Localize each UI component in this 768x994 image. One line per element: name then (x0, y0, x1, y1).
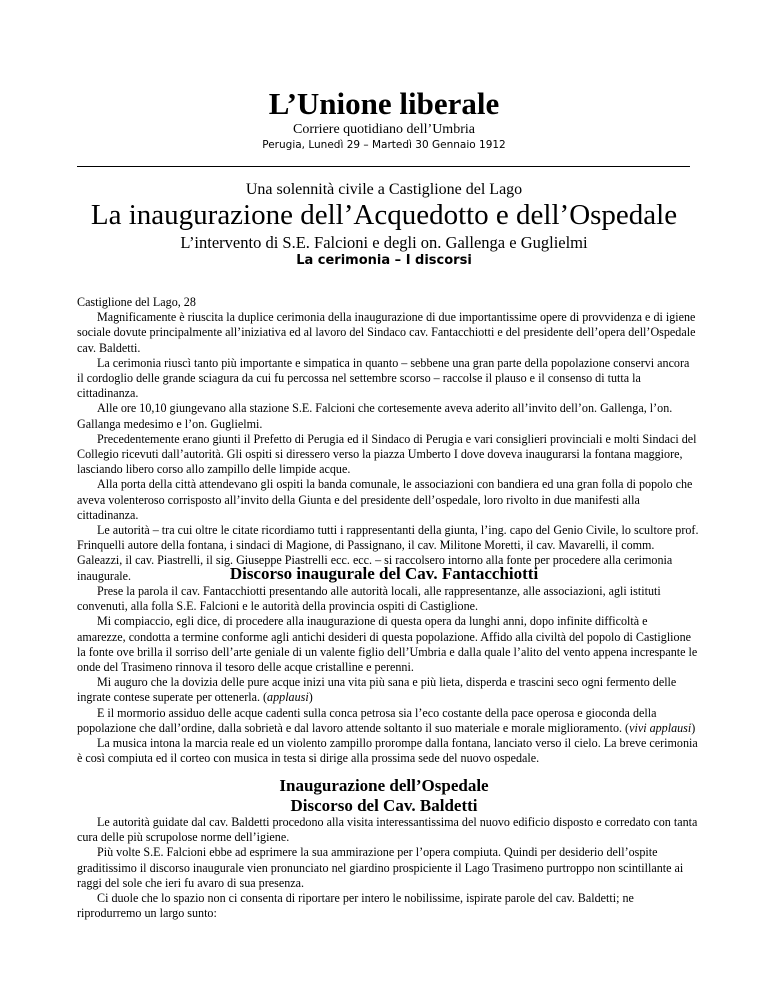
section-heading-fantacchiotti: Discorso inaugurale del Cav. Fantacchiotti (229, 564, 539, 583)
paragraph: Precedentemente erano giunti il Prefetto di Perugia ed il Sindaco di Perugia e vari consiglieri provinciali e molti Sindaci del Collegio ricevuti dall’autorità. Gli ospiti si diressero verso la piazza Umberto I dove doveva inaugurarsi la fontana maggiore, lasciando libero corso allo zampillo delle limpide acque. (77, 431, 697, 477)
section-body-ospedale (77, 815, 699, 921)
applause-note: applausi (267, 690, 309, 705)
newspaper-title: L’Unione liberale (268, 86, 500, 121)
paragraph: Le autorità – tra cui oltre le citate ricordiamo tutti i rappresentanti della giunta, l’ing. capo del Genio Civile, lo scultore prof. Frinquelli autore della fontana, i sindaci di Magione, di Passignano, il cav. Militone Moretti, il cav. Mavarelli, il comm. Galeazzi, il cav. Piastrelli, il sig. Giuseppe Piastrelli ecc. ecc. – si raccolsero intorno alla fonte per procedere alla cerimonia inaugurale. (77, 523, 699, 583)
article-headline: La inaugurazione dell’Acquedotto e dell’Ospedale (90, 199, 678, 231)
paragraph (77, 675, 699, 705)
paragraph: Alla porta della città attendevano gli ospiti la banda comunale, le associazioni con bandiera ed una gran folla di popolo che aveva volenteroso corrisposto all’invito della Giunta e del presidente dell’ospedale, loro rivolto in due manifesti alla cittadinanza. (77, 477, 693, 522)
article-deck: L’intervento di S.E. Falcioni e degli on. Gallenga e Guglielmi (180, 233, 588, 252)
paragraph: Più volte S.E. Falcioni ebbe ad esprimere la sua ammirazione per l’opera compiuta. Quindi per desiderio dell’ospite graditissimo il discorso inaugurale vien pronunciato nel giardino prospiciente il Lago Trasimeno purtroppo non scintillante ai raggi del sole che ieri fu avaro di sua presenza. (77, 845, 684, 890)
paragraph-end: ) (308, 690, 313, 705)
paragraph: Alle ore 10,10 giungevano alla stazione S.E. Falcioni che cortesemente aveva aderito all’invito dell’on. Gallenga, l’on. Gallanga medesimo e l’on. Guglielmi. (77, 401, 673, 431)
paragraph (77, 706, 699, 736)
newspaper-subtitle: Corriere quotidiano dell’Umbria (293, 122, 475, 137)
masthead-divider (77, 166, 690, 167)
paragraph: Le autorità guidate dal cav. Baldetti procedono alla visita interessantissima del nuovo edificio disposto e corredato con tanta cura delle più scrupolose norme dell’igiene. (77, 815, 698, 845)
dateline: Castiglione del Lago, 28 (77, 295, 196, 309)
paragraph: Ci duole che lo spazio non ci consenta di riportare per intero le nobilissime, ispirate parole del cav. Baldetti; ne riprodurremo un largo sunto: (77, 891, 634, 921)
paragraph-text: Mi auguro che la dovizia delle pure acque inizi una vita più sana e più lieta, disperda e trascini seco ogni fermento delle ingrate contese superate per ottenerla. ( (77, 675, 677, 705)
section-body-fantacchiotti (77, 584, 699, 766)
issue-date: Perugia, Lunedì 29 – Martedì 30 Gennaio 1912 (262, 139, 506, 151)
paragraph-text: E il mormorio assiduo delle acque cadenti sulla conca petrosa sia l’eco costante della pace operosa e gioconda della popolazione che dall’ordine, dalla sobrietà e dal lavoro attende soltanto il suo materiale e morale miglioramento. ( (77, 705, 657, 735)
paragraph: La cerimonia riuscì tanto più importante e simpatica in quanto – sebbene una gran parte della popolazione conservi ancora il cordoglio delle grande sciagura da cui fu percossa nel settembre scorso – raccolse il plauso e il consenso di tutta la cittadinanza. (77, 355, 690, 401)
paragraph: Prese la parola il cav. Fantacchiotti presentando alle autorità locali, alle rappresentanze, alle associazioni, agli istituti convenuti, alla folla S.E. Falcioni e le autorità della provincia ospiti di Castiglione. (77, 584, 661, 614)
article-body (77, 295, 699, 584)
applause-note: vivi applausi (629, 720, 692, 735)
paragraph: Mi compiaccio, egli dice, di procedere alla inaugurazione di questa opera da lunghi anni, dopo infinite difficoltà e amarezze, condotta a termine conforme agli antichi desideri di questa popolazione. Affido alla civiltà del popolo di Castiglione la fonte ove brilla il sorriso dell’arte geniale di un valente figlio dell’Umbria e dalla quale l’alito del vento appena increspante le onde del Trasimeno rinnova il tesoro delle acque cristalline e perenni. (77, 614, 698, 675)
article-kicker: Una solennità civile a Castiglione del Lago (245, 181, 523, 198)
article-subdeck: La cerimonia – I discorsi (296, 253, 472, 268)
paragraph: La musica intona la marcia reale ed un violento zampillo prorompe dalla fontana, lanciato verso il cielo. La breve cerimonia è così compiuta ed il corteo con musica in testa si dirige alla prossima sede del nuovo ospedale. (77, 736, 698, 766)
section-heading-ospedale: Inaugurazione dell’Ospedale (279, 776, 489, 795)
section-subheading-baldetti: Discorso del Cav. Baldetti (290, 796, 478, 815)
paragraph: Magnificamente è riuscita la duplice cerimonia della inaugurazione di due importantissime opere di provvidenza e di igiene sociale dovute principalmente all’iniziativa ed al lavoro del Sindaco cav. Fantacchiotti e del presidente dell’opera dell’Ospedale cav. Baldetti. (77, 310, 696, 355)
paragraph-end: ) (691, 720, 696, 735)
